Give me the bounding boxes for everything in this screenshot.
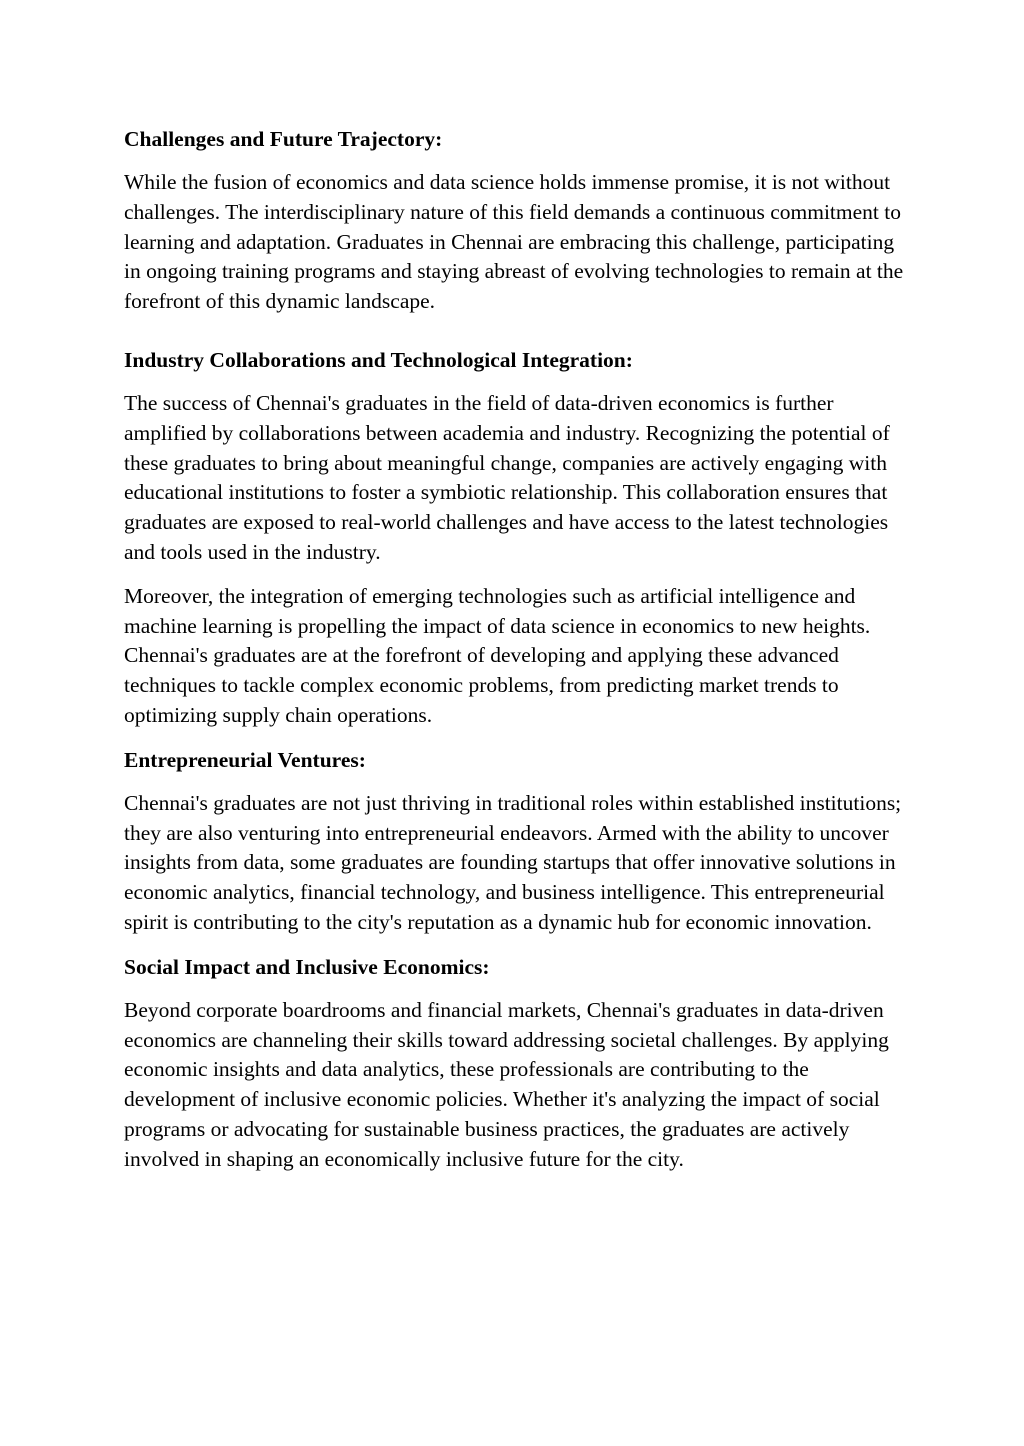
- document-page: [124, 124, 914, 1189]
- section-heading-challenges: Challenges and Future Trajectory:: [124, 127, 443, 151]
- section-heading-industry-collaborations: Industry Collaborations and Technological Integration:: [124, 347, 633, 372]
- section-heading-social-impact: Social Impact and Inclusive Economics:: [124, 954, 490, 979]
- paragraph-entrepreneurial: Chennai's graduates are not just thriving in traditional roles within established institutions; they are also venturing into entrepreneurial endeavors. Armed with the ability to uncover insights from data, some graduates are founding startups that offer innovative solutions in economic analytics, financial technology, and business intelligence. This entrepreneurial spirit is contributing to the city's reputation as a dynamic hub for economic innovation.: [124, 790, 902, 934]
- paragraph-social-impact: Beyond corporate boardrooms and financial markets, Chennai's graduates in data-driven economics are channeling their skills toward addressing societal challenges. By applying economic insights and data analytics, these professionals are contributing to the development of inclusive economic policies. Whether it's analyzing the impact of social programs or advocating for sustainable business practices, the graduates are actively involved in shaping an economically inclusive future for the city.: [124, 997, 889, 1171]
- paragraph-challenges: While the fusion of economics and data science holds immense promise, it is not without challenges. The interdisciplinary nature of this field demands a continuous commitment to learning and adaptation. Graduates in Chennai are embracing this challenge, participating in ongoing training programs and staying abreast of evolving technologies to remain at the forefront of this dynamic landscape.: [124, 170, 904, 314]
- paragraph-industry-collaborations: The success of Chennai's graduates in the field of data-driven economics is further amplified by collaborations between academia and industry. Recognizing the potential of these graduates to bring about meaningful change, companies are actively engaging with educational institutions to foster a symbiotic relationship. This collaboration ensures that graduates are exposed to real-world challenges and have access to the latest technologies and tools used in the industry.: [124, 390, 890, 564]
- paragraph-technological-integration: Moreover, the integration of emerging technologies such as artificial intelligence and machine learning is propelling the impact of data science in economics to new heights. Chennai's graduates are at the forefront of developing and applying these advanced techniques to tackle complex economic problems, from predicting market trends to optimizing supply chain operations.: [124, 583, 871, 727]
- section-heading-entrepreneurial: Entrepreneurial Ventures:: [124, 747, 366, 772]
